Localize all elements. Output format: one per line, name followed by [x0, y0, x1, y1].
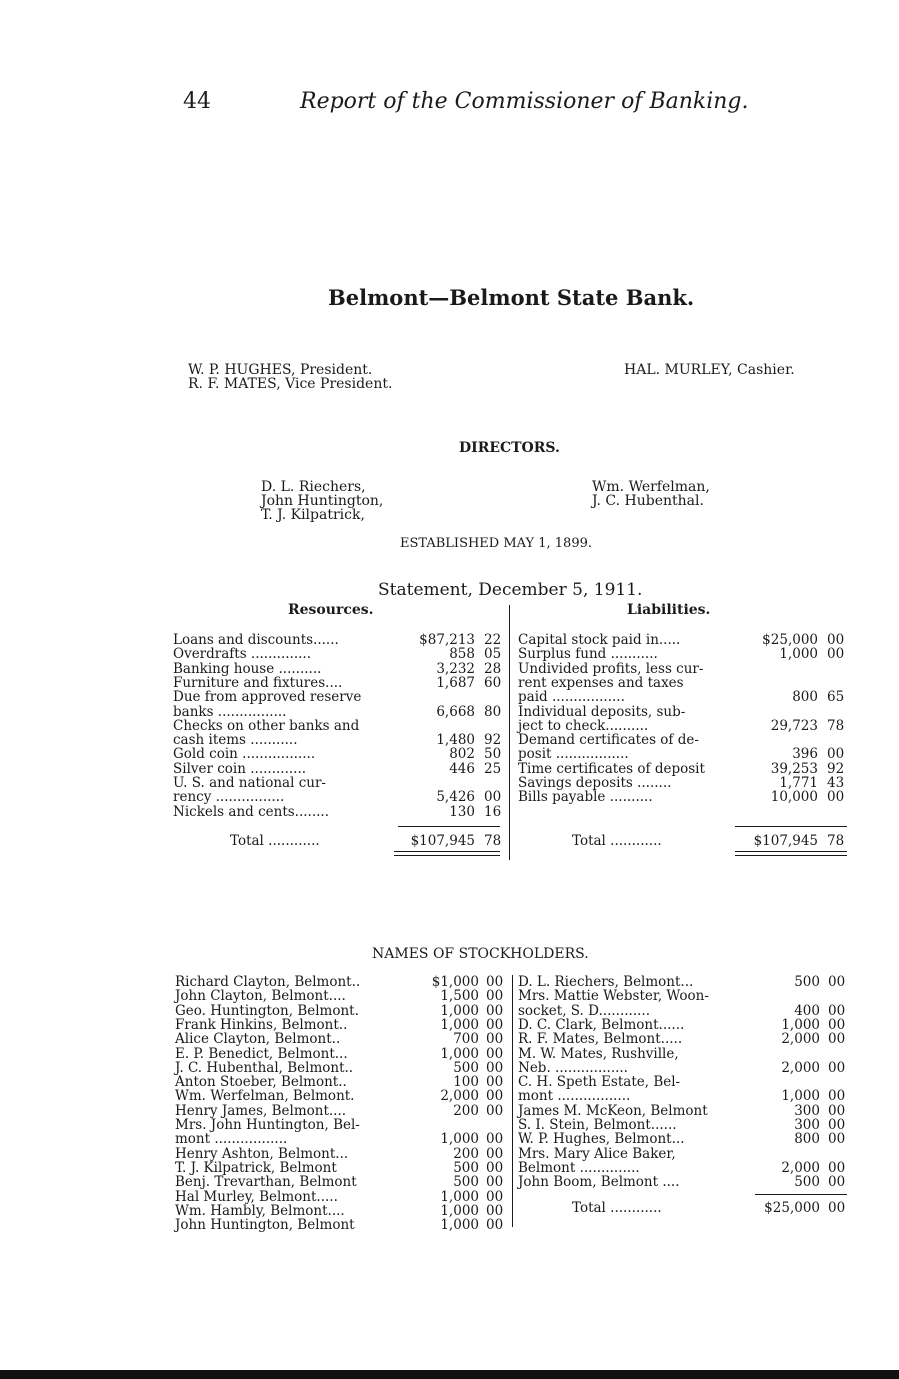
total-label: Total ............ [230, 833, 320, 849]
row-cents: 00 [486, 1188, 504, 1205]
row-label: Demand certificates of de- [518, 732, 699, 749]
table-row [175, 1132, 505, 1146]
row-cents: 00 [828, 1088, 846, 1105]
row-dollars: 29,723 [770, 717, 818, 734]
table-row [175, 1018, 505, 1032]
row-dollars: 1,480 [436, 732, 475, 749]
stockholders-rule [755, 1194, 847, 1195]
row-label: mont ................. [518, 1088, 631, 1105]
row-cents: 80 [484, 703, 502, 720]
row-dollars: 500 [794, 974, 820, 990]
row-label: Frank Hinkins, Belmont.. [175, 1016, 348, 1033]
director-name: D. L. Riechers, [261, 479, 366, 495]
liabilities-total-double-rule [735, 851, 847, 856]
row-label: Bills payable .......... [518, 789, 653, 806]
row-cents: 00 [486, 1088, 504, 1105]
row-dollars: 400 [794, 1002, 820, 1019]
row-label: Savings deposits ........ [518, 775, 672, 791]
row-label: Benj. Trevarthan, Belmont [175, 1174, 357, 1191]
row-label: Time certificates of deposit [518, 760, 705, 777]
row-label: T. J. Kilpatrick, Belmont [175, 1159, 337, 1176]
table-row [175, 1075, 505, 1089]
row-label: posit ................. [518, 746, 629, 763]
table-row [175, 1147, 505, 1161]
table-row [518, 1047, 848, 1061]
row-label: Mrs. John Huntington, Bel- [175, 1117, 360, 1133]
row-label: Silver coin ............. [173, 760, 307, 777]
table-row [518, 1089, 848, 1103]
row-label: rent expenses and taxes [518, 674, 684, 691]
row-dollars: 1,000 [779, 646, 818, 663]
row-label: Mrs. Mary Alice Baker, [518, 1145, 676, 1162]
row-dollars: 800 [792, 689, 818, 706]
row-dollars: 446 [449, 760, 475, 777]
row-cents: 16 [484, 803, 502, 820]
page-bottom-edge [0, 1370, 899, 1379]
row-cents: 05 [484, 646, 502, 663]
row-cents: 00 [486, 1002, 504, 1019]
total-cents: 78 [484, 833, 502, 849]
table-row [518, 733, 848, 747]
total-label: Total ............ [572, 833, 662, 849]
row-label: banks ................ [173, 703, 287, 720]
row-dollars: 39,253 [770, 760, 818, 777]
total-cents: 78 [827, 833, 845, 849]
table-row [518, 790, 848, 804]
table-row [173, 733, 503, 747]
statement-heading: Statement, December 5, 1911. [378, 580, 643, 600]
table-row [518, 762, 848, 776]
row-dollars: 200 [453, 1145, 479, 1162]
row-cents: 00 [828, 1031, 846, 1048]
row-dollars: 1,000 [440, 1016, 479, 1033]
row-label: Henry James, Belmont.... [175, 1102, 347, 1119]
table-row [173, 662, 503, 676]
officer-president: W. P. HUGHES, President. [188, 362, 373, 378]
row-label: rency ................ [173, 789, 285, 806]
table-row [518, 1147, 848, 1161]
row-cents: 00 [828, 974, 846, 990]
stockholders-total-row [572, 1201, 848, 1215]
table-row [518, 1075, 848, 1089]
row-cents: 00 [828, 1102, 846, 1119]
row-label: Furniture and fixtures.... [173, 674, 343, 691]
table-row [518, 975, 848, 989]
row-cents: 00 [486, 1145, 504, 1162]
row-cents: 00 [486, 974, 504, 990]
row-dollars: 396 [792, 746, 818, 763]
row-dollars: 500 [453, 1159, 479, 1176]
row-dollars: 2,000 [781, 1059, 820, 1076]
row-cents: 00 [486, 988, 504, 1005]
table-row [175, 1104, 505, 1118]
established-date: ESTABLISHED MAY 1, 1899. [400, 536, 592, 551]
row-cents: 00 [827, 789, 845, 806]
row-dollars: 1,000 [440, 1131, 479, 1148]
row-dollars: 1,771 [779, 775, 818, 791]
table-row [175, 1004, 505, 1018]
row-cents: 00 [486, 1102, 504, 1119]
table-row [173, 676, 503, 690]
row-dollars: $25,000 [762, 632, 818, 648]
table-row [518, 1004, 848, 1018]
row-label: John Huntington, Belmont [175, 1217, 355, 1234]
row-dollars: 1,000 [440, 1188, 479, 1205]
table-row [173, 762, 503, 776]
row-dollars: 802 [449, 746, 475, 763]
row-cents: 92 [484, 732, 502, 749]
table-row [518, 989, 848, 1003]
total-label: Total ............ [572, 1200, 662, 1216]
row-cents: 00 [828, 1159, 846, 1176]
table-row [518, 1161, 848, 1175]
row-dollars: 2,000 [781, 1031, 820, 1048]
table-row [518, 776, 848, 790]
table-row [173, 747, 503, 761]
row-cents: 00 [827, 632, 845, 648]
table-row [173, 705, 503, 719]
table-row [175, 1175, 505, 1189]
row-label: Henry Ashton, Belmont... [175, 1145, 349, 1162]
row-dollars: 6,668 [436, 703, 475, 720]
row-dollars: 100 [453, 1074, 479, 1091]
row-cents: 92 [827, 760, 845, 777]
row-label: Wm. Werfelman, Belmont. [175, 1088, 355, 1105]
row-cents: 00 [828, 1174, 846, 1191]
director-name: T. J. Kilpatrick, [261, 507, 365, 523]
resources-total-double-rule [394, 851, 500, 856]
row-label: ject to check.......... [518, 717, 649, 734]
table-row [173, 719, 503, 733]
row-cents: 00 [486, 1016, 504, 1033]
table-row [173, 776, 503, 790]
row-label: C. H. Speth Estate, Bel- [518, 1074, 681, 1091]
row-cents: 60 [484, 674, 502, 691]
row-cents: 00 [486, 1159, 504, 1176]
row-dollars: 5,426 [436, 789, 475, 806]
row-cents: 00 [827, 746, 845, 763]
row-label: Hal Murley, Belmont..... [175, 1188, 338, 1205]
row-dollars: 2,000 [440, 1088, 479, 1105]
liabilities-total-row [572, 834, 848, 848]
row-label: John Clayton, Belmont.... [175, 988, 346, 1005]
row-label: D. L. Riechers, Belmont... [518, 974, 694, 990]
table-row [175, 1161, 505, 1175]
table-row [175, 975, 505, 989]
liabilities-heading: Liabilities. [627, 602, 711, 618]
table-row [518, 1118, 848, 1132]
row-label: W. P. Hughes, Belmont... [518, 1131, 685, 1148]
officer-cashier: HAL. MURLEY, Cashier. [624, 362, 795, 378]
row-dollars: 1,000 [781, 1016, 820, 1033]
table-row [175, 1047, 505, 1061]
row-label: Undivided profits, less cur- [518, 660, 704, 677]
stockholders-heading: NAMES OF STOCKHOLDERS. [372, 946, 589, 962]
table-row [175, 1061, 505, 1075]
row-cents: 43 [827, 775, 845, 791]
table-row [518, 633, 848, 647]
total-dollars: $107,945 [410, 833, 475, 849]
row-dollars: 10,000 [770, 789, 818, 806]
row-cents: 28 [484, 660, 502, 677]
row-dollars: $1,000 [431, 974, 479, 990]
row-label: Individual deposits, sub- [518, 703, 686, 720]
table-row [518, 1104, 848, 1118]
row-dollars: 1,000 [440, 1202, 479, 1219]
row-label: Anton Stoeber, Belmont.. [175, 1074, 347, 1091]
table-row [175, 1218, 505, 1232]
row-cents: 00 [828, 1117, 846, 1133]
row-label: R. F. Mates, Belmont..... [518, 1031, 683, 1048]
stockholders-divider [512, 975, 513, 1227]
table-row [175, 1204, 505, 1218]
table-row [173, 690, 503, 704]
running-title: Report of the Commissioner of Banking. [300, 89, 749, 114]
row-cents: 00 [828, 1059, 846, 1076]
table-row [518, 1032, 848, 1046]
row-label: Overdrafts .............. [173, 646, 311, 663]
row-dollars: 858 [449, 646, 475, 663]
row-dollars: 300 [794, 1117, 820, 1133]
director-name: Wm. Werfelman, [592, 479, 710, 495]
row-cents: 00 [486, 1074, 504, 1091]
row-dollars: 800 [794, 1131, 820, 1148]
row-dollars: 1,000 [781, 1088, 820, 1105]
row-label: M. W. Mates, Rushville, [518, 1045, 679, 1062]
row-dollars: 2,000 [781, 1159, 820, 1176]
row-label: Neb. ................. [518, 1059, 628, 1076]
row-dollars: 1,500 [440, 988, 479, 1005]
table-row [175, 989, 505, 1003]
row-cents: 00 [486, 1045, 504, 1062]
resources-total-row [230, 834, 503, 848]
table-row [518, 1018, 848, 1032]
row-label: paid ................. [518, 689, 625, 706]
row-label: mont ................. [175, 1131, 288, 1148]
row-cents: 50 [484, 746, 502, 763]
row-label: Due from approved reserve [173, 689, 362, 706]
row-dollars: 1,000 [440, 1002, 479, 1019]
row-label: J. C. Hubenthal, Belmont.. [175, 1059, 354, 1076]
row-dollars: 300 [794, 1102, 820, 1119]
row-dollars: 500 [453, 1174, 479, 1191]
table-row [518, 1061, 848, 1075]
table-row [173, 633, 503, 647]
table-row [518, 747, 848, 761]
director-name: John Huntington, [261, 493, 384, 509]
row-label: James M. McKeon, Belmont [518, 1102, 708, 1119]
table-row [518, 676, 848, 690]
row-label: Nickels and cents........ [173, 803, 330, 820]
row-cents: 00 [486, 1131, 504, 1148]
row-cents: 00 [828, 1131, 846, 1148]
table-row [518, 690, 848, 704]
row-label: Mrs. Mattie Webster, Woon- [518, 988, 709, 1005]
row-label: U. S. and national cur- [173, 775, 326, 791]
table-row [175, 1118, 505, 1132]
row-cents: 00 [484, 789, 502, 806]
resources-rule [398, 826, 500, 827]
row-label: Alice Clayton, Belmont.. [175, 1031, 341, 1048]
row-dollars: 200 [453, 1102, 479, 1119]
row-cents: 00 [486, 1031, 504, 1048]
row-cents: 22 [484, 632, 502, 648]
row-dollars: 500 [453, 1059, 479, 1076]
row-cents: 00 [828, 1016, 846, 1033]
row-label: Banking house .......... [173, 660, 322, 677]
statement-divider [509, 605, 510, 860]
row-label: S. I. Stein, Belmont...... [518, 1117, 677, 1133]
row-label: Richard Clayton, Belmont.. [175, 974, 361, 990]
bank-title: Belmont—Belmont State Bank. [328, 285, 695, 310]
table-row [518, 647, 848, 661]
resources-heading: Resources. [288, 602, 374, 618]
table-row [518, 662, 848, 676]
row-dollars: 1,000 [440, 1217, 479, 1234]
row-label: D. C. Clark, Belmont...... [518, 1016, 685, 1033]
row-dollars: 1,000 [440, 1045, 479, 1062]
row-label: Loans and discounts...... [173, 632, 339, 648]
row-dollars: 3,232 [436, 660, 475, 677]
row-label: E. P. Benedict, Belmont... [175, 1045, 348, 1062]
director-name: J. C. Hubenthal. [592, 493, 704, 509]
row-dollars: $87,213 [419, 632, 475, 648]
row-label: Gold coin ................. [173, 746, 316, 763]
total-cents: 00 [828, 1200, 846, 1216]
table-row [175, 1032, 505, 1046]
row-dollars: 500 [794, 1174, 820, 1191]
row-cents: 00 [827, 646, 845, 663]
row-label: John Boom, Belmont .... [518, 1174, 680, 1191]
row-dollars: 130 [449, 803, 475, 820]
table-row [518, 1175, 848, 1189]
total-dollars: $25,000 [764, 1200, 820, 1216]
row-label: Geo. Huntington, Belmont. [175, 1002, 359, 1019]
row-dollars: 700 [453, 1031, 479, 1048]
row-label: Wm. Hambly, Belmont.... [175, 1202, 345, 1219]
table-row [518, 1132, 848, 1146]
row-cents: 00 [486, 1174, 504, 1191]
table-row [518, 705, 848, 719]
row-label: Checks on other banks and [173, 717, 360, 734]
row-label: socket, S. D............ [518, 1002, 650, 1019]
row-cents: 00 [828, 1002, 846, 1019]
table-row [173, 805, 503, 819]
table-row [175, 1089, 505, 1103]
table-row [518, 719, 848, 733]
row-cents: 00 [486, 1059, 504, 1076]
directors-heading: DIRECTORS. [459, 440, 560, 456]
row-label: Surplus fund ........... [518, 646, 658, 663]
officer-vice-president: R. F. MATES, Vice President. [188, 376, 393, 392]
table-row [173, 790, 503, 804]
row-cents: 00 [486, 1217, 504, 1234]
row-label: Belmont .............. [518, 1159, 640, 1176]
row-cents: 78 [827, 717, 845, 734]
row-cents: 65 [827, 689, 845, 706]
row-dollars: 1,687 [436, 674, 475, 691]
row-cents: 25 [484, 760, 502, 777]
row-cents: 00 [486, 1202, 504, 1219]
row-label: cash items ........... [173, 732, 298, 749]
row-label: Capital stock paid in..... [518, 632, 681, 648]
liabilities-rule [735, 826, 847, 827]
page-number: 44 [183, 89, 211, 114]
table-row [173, 647, 503, 661]
total-dollars: $107,945 [753, 833, 818, 849]
table-row [175, 1190, 505, 1204]
